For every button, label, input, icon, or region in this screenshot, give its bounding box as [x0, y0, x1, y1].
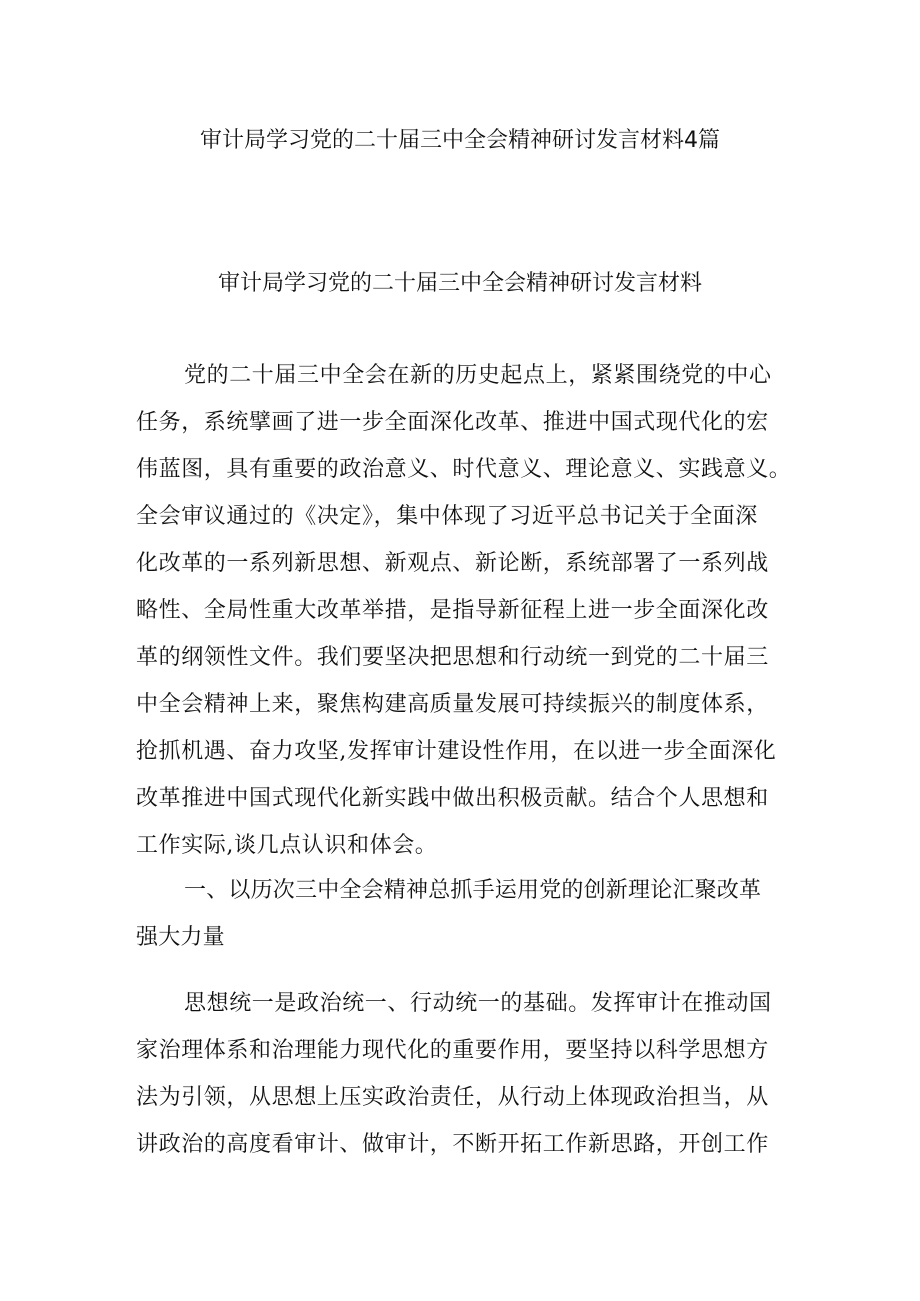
paragraph-line: 党的二十届三中全会在新的历史起点上，紧紧围绕党的中心: [184, 363, 772, 388]
paragraph-line: 讲政治的高度看审计、做审计，不断开拓工作新思路，开创工作: [136, 1132, 769, 1157]
paragraph-line: 改革推进中国式现代化新实践中做出积极贡献。结合个人思想和: [136, 786, 769, 811]
paragraph-line: 工作实际,谈几点认识和体会。: [136, 833, 438, 858]
paragraph-line: 略性、全局性重大改革举措，是指导新征程上进一步全面深化改: [136, 598, 769, 623]
paragraph-line: 化改革的一系列新思想、新观点、新论断，系统部署了一系列战: [136, 551, 769, 576]
paragraph-section-1: [136, 980, 792, 1168]
heading-line: 强大力量: [136, 925, 225, 950]
document-title: 审计局学习党的二十届三中全会精神研讨发言材料4篇: [200, 128, 720, 153]
paragraph-line: 抢抓机遇、奋力攻坚,发挥审计建设性作用，在以进一步全面深化: [136, 739, 777, 764]
paragraph-line: 家治理体系和治理能力现代化的重要作用，要坚持以科学思想方: [136, 1038, 769, 1063]
heading-line: 一、以历次三中全会精神总抓手运用党的创新理论汇聚改革: [184, 878, 762, 903]
paragraph-line: 法为引领，从思想上压实政治责任，从行动上体现政治担当，从: [136, 1085, 769, 1110]
section-heading-1: [136, 867, 792, 961]
paragraph-line: 全会审议通过的《决定》，集中体现了习近平总书记关于全面深: [136, 504, 758, 529]
paragraph-intro: [136, 352, 792, 869]
paragraph-line: 伟蓝图，具有重要的政治意义、时代意义、理论意义、实践意义。: [136, 457, 792, 482]
section-title: 审计局学习党的二十届三中全会精神研讨发言材料: [217, 271, 702, 296]
paragraph-line: 任务，系统擘画了进一步全面深化改革、推进中国式现代化的宏: [136, 410, 769, 435]
paragraph-line: 中全会精神上来，聚焦构建高质量发展可持续振兴的制度体系，: [136, 692, 769, 717]
paragraph-line: 思想统一是政治统一、行动统一的基础。发挥审计在推动国: [184, 991, 772, 1016]
paragraph-line: 革的纲领性文件。我们要坚决把思想和行动统一到党的二十届三: [136, 645, 769, 670]
